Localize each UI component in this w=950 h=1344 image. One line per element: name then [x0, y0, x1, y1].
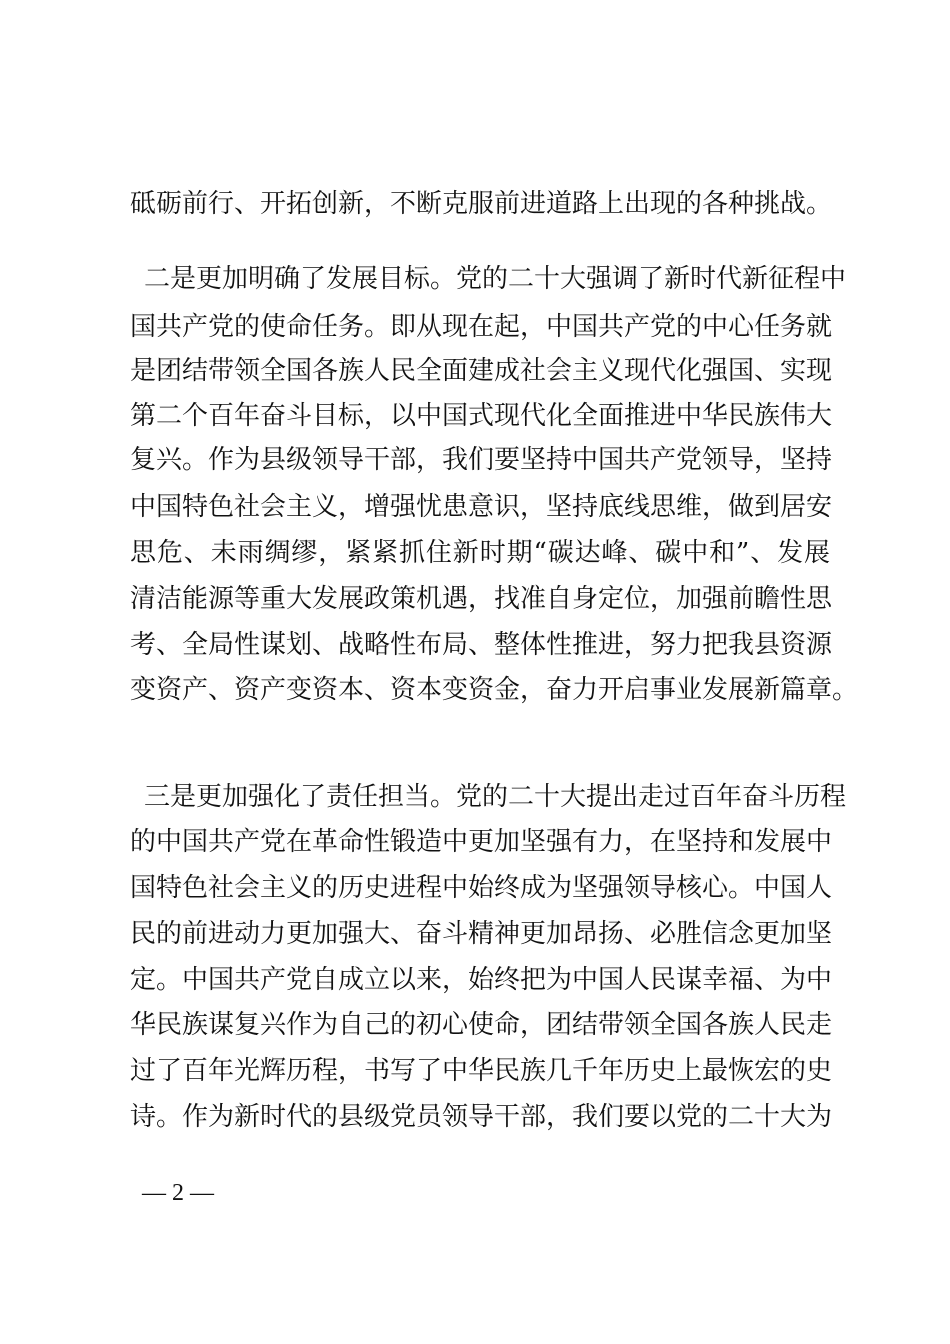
- paragraph-2-line-7: 思危、未雨绸缪，紧紧抓住新时期“碳达峰、碳中和”、发展: [130, 538, 830, 568]
- paragraph-2-line-8: 清洁能源等重大发展政策机遇，找准自身定位，加强前瞻性思: [130, 584, 833, 614]
- paragraph-2-line-2: 国共产党的使命任务。即从现在起，中国共产党的中心任务就: [130, 312, 833, 342]
- paragraph-3-line-3: 国特色社会主义的历史进程中始终成为坚强领导核心。中国人: [130, 873, 833, 903]
- paragraph-3-line-2: 的中国共产党在革命性锻造中更加坚强有力，在坚持和发展中: [130, 827, 833, 857]
- paragraph-3-line-5: 定。中国共产党自成立以来，始终把为中国人民谋幸福、为中: [130, 965, 833, 995]
- paragraph-2-line-4: 第二个百年奋斗目标，以中国式现代化全面推进中华民族伟大: [130, 401, 833, 431]
- paragraph-2-line-10: 变资产、资产变资本、资本变资金，奋力开启事业发展新篇章。: [130, 675, 859, 705]
- paragraph-3-line-1: 三是更加强化了责任担当。党的二十大提出走过百年奋斗历程: [144, 782, 847, 812]
- paragraph-2-line-3: 是团结带领全国各族人民全面建成社会主义现代化强国、实现: [130, 356, 833, 386]
- paragraph-2-line-6: 中国特色社会主义，增强忧患意识，坚持底线思维，做到居安: [130, 492, 833, 522]
- paragraph-2-line-9: 考、全局性谋划、战略性布局、整体性推进，努力把我县资源: [130, 630, 833, 660]
- paragraph-1-line-1: 砥砺前行、开拓创新，不断克服前进道路上出现的各种挑战。: [130, 189, 833, 219]
- paragraph-2-line-1: 二是更加明确了发展目标。党的二十大强调了新时代新征程中: [144, 264, 847, 294]
- paragraph-2-line-5: 复兴。作为县级领导干部，我们要坚持中国共产党领导，坚持: [130, 445, 833, 475]
- page-number: — 2 —: [142, 1180, 214, 1206]
- paragraph-3-line-4: 民的前进动力更加强大、奋斗精神更加昂扬、必胜信念更加坚: [130, 919, 833, 949]
- paragraph-3-line-6: 华民族谋复兴作为自己的初心使命，团结带领全国各族人民走: [130, 1010, 833, 1040]
- paragraph-3-line-7: 过了百年光辉历程，书写了中华民族几千年历史上最恢宏的史: [130, 1056, 833, 1086]
- paragraph-3-line-8: 诗。作为新时代的县级党员领导干部，我们要以党的二十大为: [130, 1102, 833, 1132]
